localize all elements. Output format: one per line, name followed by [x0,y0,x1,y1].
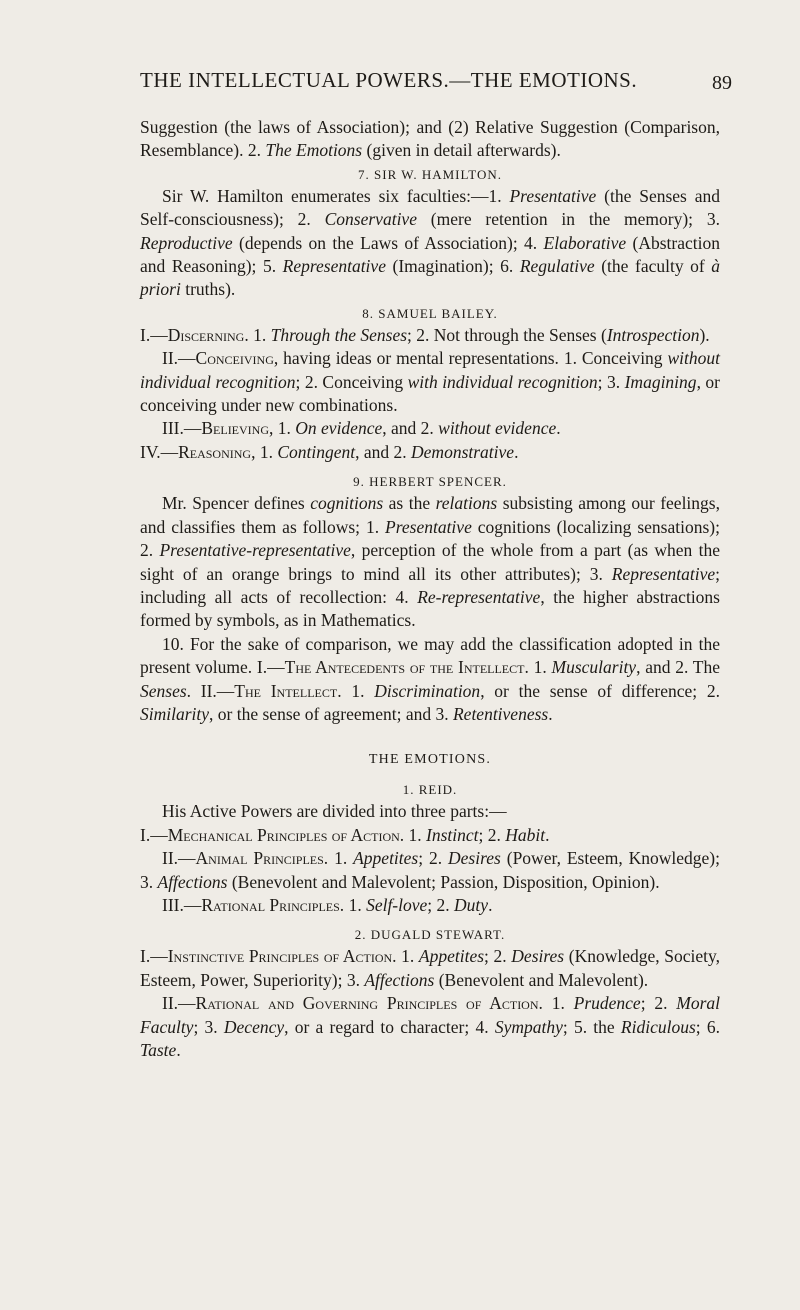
page-number: 89 [712,72,732,94]
heading-reid: 1. REID. [402,782,458,798]
reid-rational: III.—Rational Principles. 1. Self-love; 2. Duty. [162,894,493,915]
spencer-paragraph: Mr. Spencer defines cognitions as the relations subsisting among our feelings, and classifies them as follows; 1. Presentative cognitions (localizing sensations); 2. Presentative-representative, perception of the whole from a part (as when the sight of an orange brings to mind all its other attributes); 3. Representative; including all acts of recollection: 4. Re-representative, the higher abstractions formed by symbols, as in Mathematics. [140,493,720,631]
bailey-believing: III.—Believing, 1. On evidence, and 2. without evidence. [162,418,561,439]
bailey-discerning: I.—Discerning. 1. Through the Senses; 2. Not through the Senses (Introspection). [140,324,710,345]
reid-mechanical: I.—Mechanical Principles of Action. 1. Instinct; 2. Habit. [140,824,550,845]
section-title-emotions: THE EMOTIONS. [368,752,492,768]
bailey-conceiving: II.—Conceiving, having ideas or mental representations. 1. Conceiving without individual recognition; 2. Conceiving with individual recognition; 3. Imagining, or conceiving under new combinations. [140,348,720,416]
intro-paragraph: Suggestion (the laws of Association); and (2) Relative Suggestion (Comparison, Resemblance). 2. The Emotions (given in detail afterwards). [140,117,720,161]
heading-stewart: 2. DUGALD STEWART. [354,927,506,943]
comparison-paragraph: 10. For the sake of comparison, we may add the classification adopted in the present volume. I.—The Antecedents of the Intellect. 1. Muscularity, and 2. The Senses. II.—The Intellect. 1. Discrimination, or the sense of difference; 2. Similarity, or the sense of agreement; and 3. Retentiveness. [140,633,721,724]
reid-animal: II.—Animal Principles. 1. Appetites; 2. Desires (Power, Esteem, Knowledge); 3. Affections (Benevolent and Malevolent; Passion, Disposition, Opinion). [140,848,720,892]
stewart-instinctive: I.—Instinctive Principles of Action. 1. Appetites; 2. Desires (Knowledge, Society, Esteem, Power, Superiority); 3. Affections (Benevolent and Malevolent). [140,946,720,990]
page-body [140,116,720,1062]
stewart-rational: II.—Rational and Governing Principles of Action. 1. Prudence; 2. Moral Faculty; 3. Decency, or a regard to character; 4. Sympathy; 5. the Ridiculous; 6. Taste. [140,993,721,1060]
bailey-reasoning: IV.—Reasoning, 1. Contingent, and 2. Demonstrative. [140,441,519,462]
running-head: THE INTELLECTUAL POWERS.—THE EMOTIONS. [140,68,638,92]
heading-bailey: 8. SAMUEL BAILEY. [362,305,498,321]
reid-intro: His Active Powers are divided into three parts:— [162,801,507,822]
hamilton-paragraph: Sir W. Hamilton enumerates six faculties:—1. Presentative (the Senses and Self-consciousness); 2. Conservative (mere retention in the memory); 3. Reproductive (depends on the Laws of Association); 4. Elaborative (Abstraction and Reasoning); 5. Representative (Imagination); 6. Regulative (the faculty of à priori truths). [140,185,721,300]
heading-spencer: 9. HERBERT SPENCER. [353,474,507,490]
heading-hamilton: 7. SIR W. HAMILTON. [358,166,502,182]
